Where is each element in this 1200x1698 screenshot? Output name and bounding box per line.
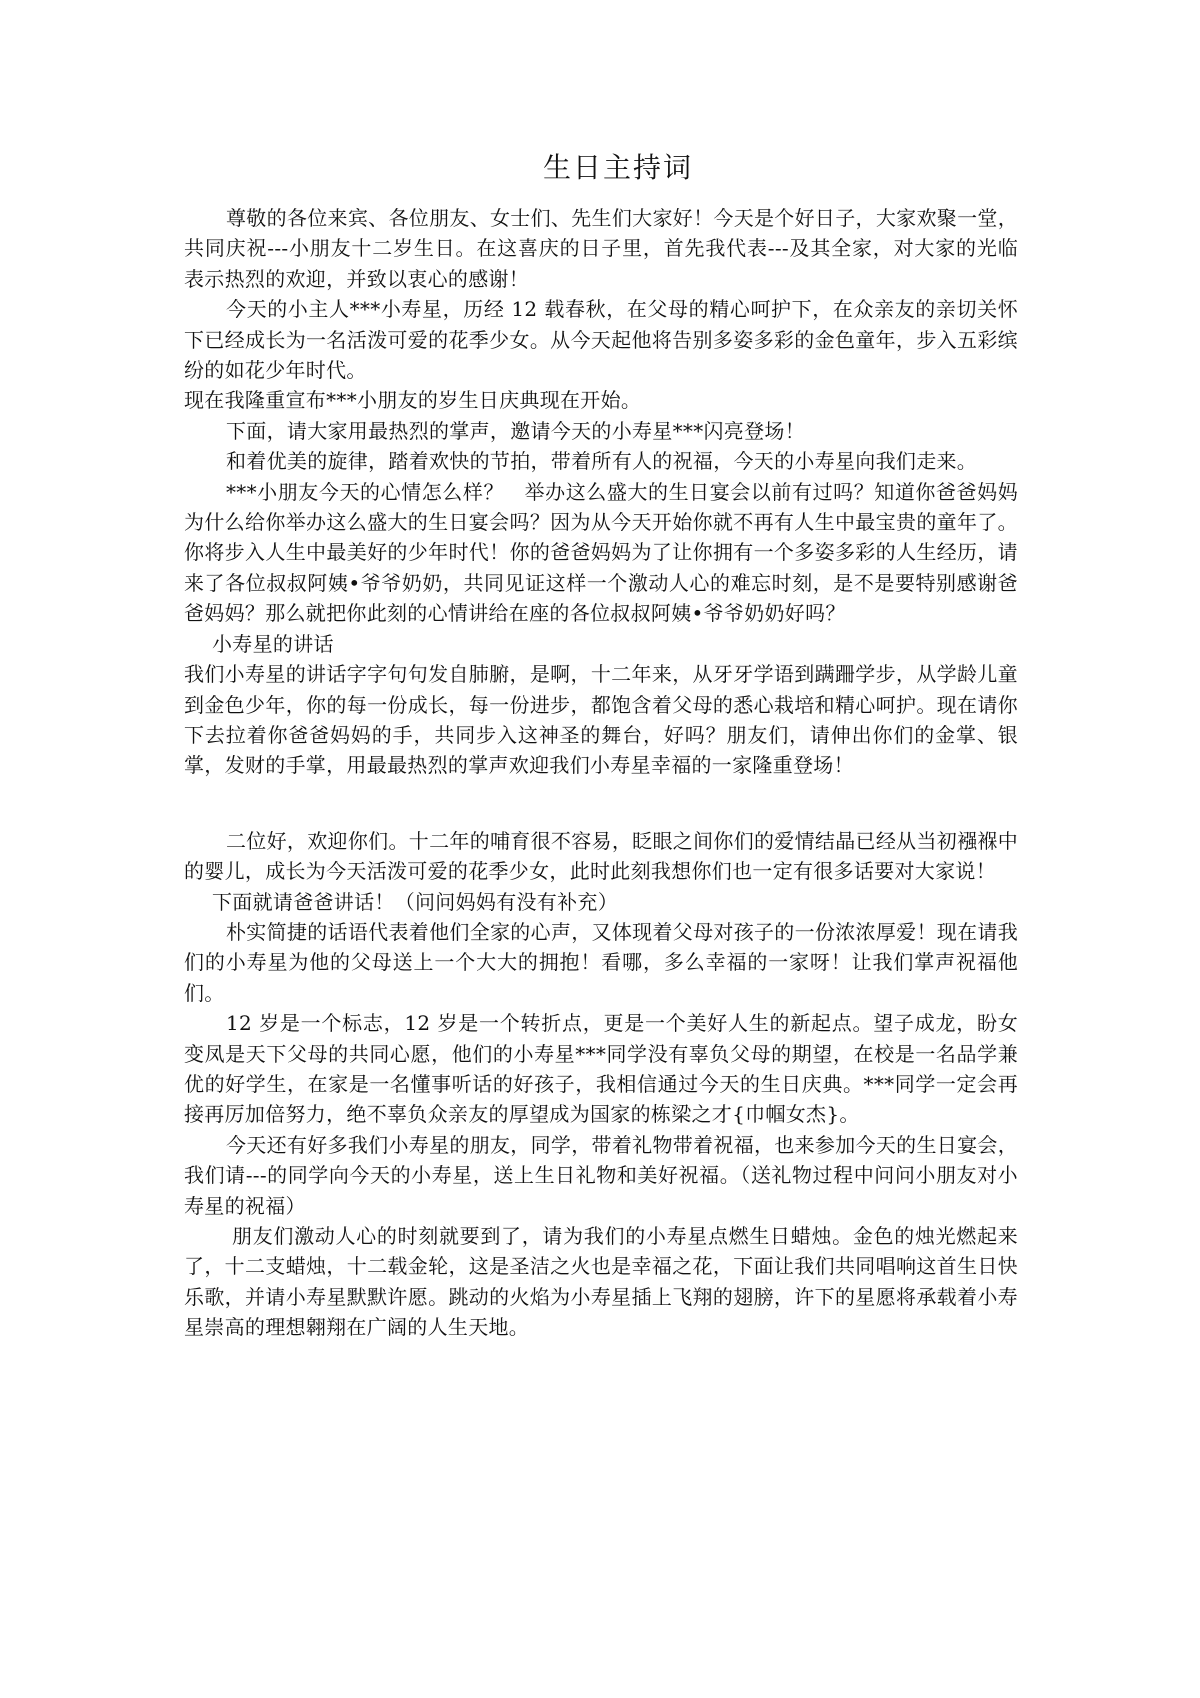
paragraph-announcement: 现在我隆重宣布***小朋友的岁生日庆典现在开始。 (184, 388, 642, 413)
document-body (184, 203, 1018, 1343)
paragraph-family-love: 朴实简捷的话语代表着他们全家的心声，又体现着父母对孩子的一份浓浓厚爱！现在请我们的小寿星为他的父母送上一个大大的拥抱！看哪，多么幸福的一家呀！让我们掌声祝福他们。 (184, 919, 1018, 1005)
paragraph-parent-welcome: 二位好，欢迎你们。十二年的哺育很不容易，眨眼之间你们的爱情结晶已经从当初襁褓中的婴儿，成长为今天活泼可爱的花季少女，此时此刻我想你们也一定有很多话要对大家说！ (184, 828, 1018, 884)
paragraph-spacing (184, 781, 1018, 826)
paragraph-greeting: 尊敬的各位来宾、各位朋友、女士们、先生们大家好！今天是个好日子，大家欢聚一堂，共同庆祝---小朋友十二岁生日。在这喜庆的日子里，首先我代表---及其全家，对大家的光临表示热烈的欢迎，并致以衷心的感谢！ (184, 206, 1018, 291)
paragraph-candles: 朋友们激动人心的时刻就要到了，请为我们的小寿星点燃生日蜡烛。金色的烛光燃起来了，十二支蜡烛，十二载金轮，这是圣洁之火也是幸福之花，下面让我们共同唱响这首生日快乐歌，并请小寿星默默许愿。跳动的火焰为小寿星插上飞翔的翅膀，许下的星愿将承载着小寿星崇高的理想翱翔在广阔的人生天地。 (184, 1224, 1018, 1340)
paragraph-invitation: 下面，请大家用最热烈的掌声，邀请今天的小寿星***闪亮登场！ (226, 418, 805, 443)
document-title: 生日主持词 (542, 151, 693, 184)
paragraph-introduction: 今天的小主人***小寿星，历经 12 载春秋，在父母的精心呵护下，在众亲友的亲切关怀下已经成长为一名活泼可爱的花季少女。从今天起他将告别多姿多彩的金色童年，步入五彩缤纷的如花少年时代。 (184, 297, 1018, 383)
paragraph-family-entrance: 我们小寿星的讲话字字句句发自肺腑，是啊，十二年来，从牙牙学语到蹒跚学步，从学龄儿童到金色少年，你的每一份成长，每一份进步，都饱含着父母的悉心栽培和精心呵护。现在请你下去拉着你爸爸妈妈的手，共同步入这神圣的舞台，好吗？朋友们，请伸出你们的金掌、银掌，发财的手掌，用最最热烈的掌声欢迎我们小寿星幸福的一家隆重登场！ (184, 662, 1018, 778)
paragraph-father-speech: 下面就请爸爸讲话！（问问妈妈有没有补充） (212, 889, 618, 914)
section-heading-speech: 小寿星的讲话 (212, 631, 334, 656)
paragraph-questions: ***小朋友今天的心情怎么样？ 举办这么盛大的生日宴会以前有过吗？知道你爸爸妈妈为什么给你举办这么盛大的生日宴会吗？因为从今天开始你就不再有人生中最宝贵的童年了。你将步入人生中最美好的少年时代！你的爸爸妈妈为了让你拥有一个多姿多彩的人生经历，请来了各位叔叔阿姨•爷爷奶奶，共同见证这样一个激动人心的难忘时刻，是不是要特别感谢爸爸妈妈？那么就把你此刻的心情讲给在座的各位叔叔阿姨•爷爷奶奶好吗？ (184, 479, 1018, 626)
paragraph-gifts: 今天还有好多我们小寿星的朋友，同学，带着礼物带着祝福，也来参加今天的生日宴会，我们请---的同学向今天的小寿星，送上生日礼物和美好祝福。（送礼物过程中问问小朋友对小寿星的祝福） (184, 1132, 1018, 1218)
paragraph-new-start: 12 岁是一个标志，12 岁是一个转折点，更是一个美好人生的新起点。望子成龙，盼女变凤是天下父母的共同心愿，他们的小寿星***同学没有辜负父母的期望，在校是一名品学兼优的好学生，在家是一名懂事听话的好孩子，我相信通过今天的生日庆典。***同学一定会再接再厉加倍努力，绝不辜负众亲友的厚望成为国家的栋梁之才{巾帼女杰}。 (184, 1011, 1018, 1127)
paragraph-entrance: 和着优美的旋律，踏着欢快的节拍，带着所有人的祝福，今天的小寿星向我们走来。 (226, 449, 978, 474)
